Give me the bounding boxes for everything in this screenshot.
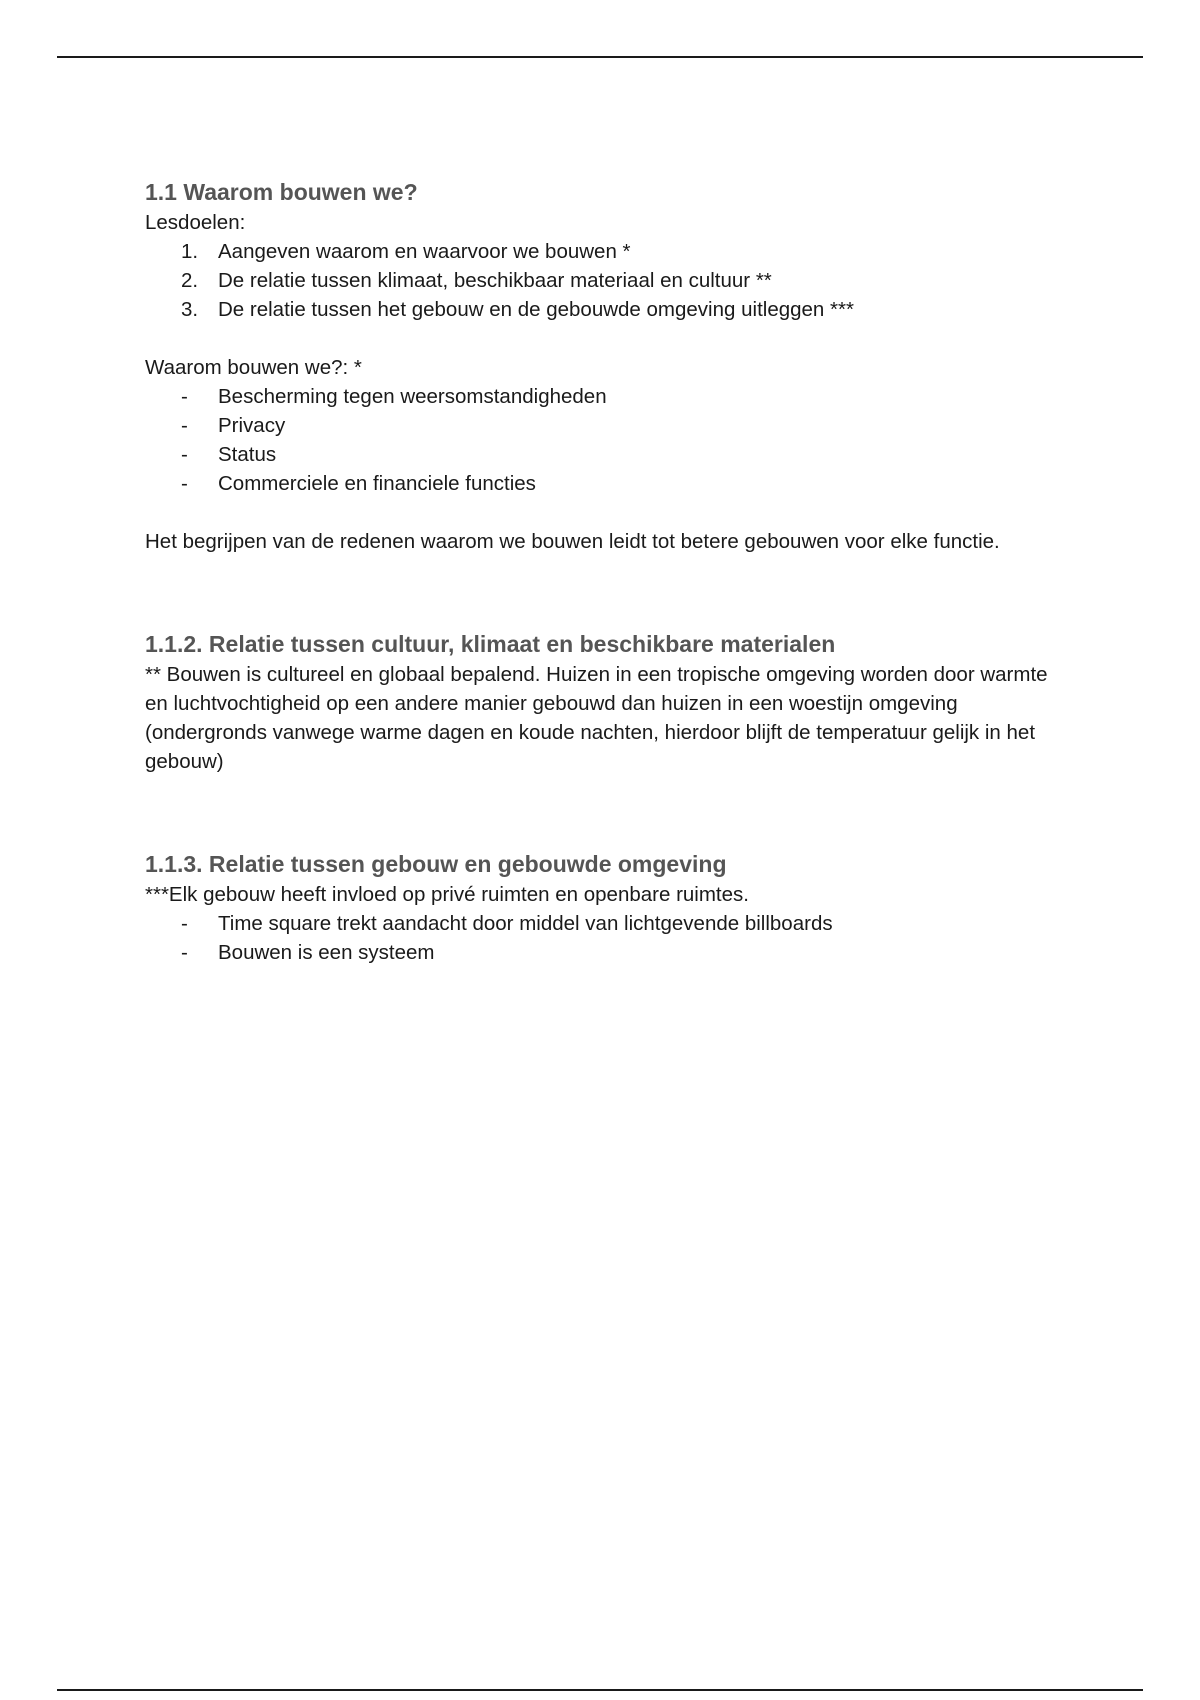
list-item-text: Privacy (218, 414, 286, 437)
list-item-text: Time square trekt aandacht door middel van lichtgevende billboards (218, 912, 833, 935)
top-rule (57, 56, 1143, 58)
list-number: 3. (181, 298, 199, 321)
section-paragraph: ** Bouwen is cultureel en globaal bepalend. Huizen in een tropische omgeving worden door warmte en luchtvochtigheid op een andere manier gebouwd dan huizen in een woestijn omgeving (ondergronds vanwege warme dagen en koude nachten, hierdoor blijft de temperatuur gelijk in het gebouw) (145, 663, 1048, 773)
list-item (145, 938, 1065, 967)
list-item-text: Status (218, 443, 277, 466)
list-item-text: Bescherming tegen weersomstandigheden (218, 385, 607, 408)
dash-bullet: - (181, 472, 188, 495)
reasons-list (145, 382, 1065, 498)
points-list (145, 909, 1065, 967)
list-item-text: De relatie tussen het gebouw en de gebouwde omgeving uitleggen *** (218, 298, 854, 321)
list-item (145, 411, 1065, 440)
list-item-text: Commerciele en financiele functies (218, 472, 536, 495)
list-item-text: Aangeven waarom en waarvoor we bouwen * (218, 240, 631, 263)
list-item (145, 382, 1065, 411)
document-body (145, 176, 1065, 967)
dash-bullet: - (181, 443, 188, 466)
dash-bullet: - (181, 414, 188, 437)
dash-bullet: - (181, 941, 188, 964)
list-number: 2. (181, 269, 199, 292)
bottom-rule (57, 1689, 1143, 1691)
list-item-text: Bouwen is een systeem (218, 941, 435, 964)
section-heading-relatie-cultuur: 1.1.2. Relatie tussen cultuur, klimaat en beschikbare materialen (145, 631, 836, 657)
dash-bullet: - (181, 912, 188, 935)
list-item (145, 909, 1065, 938)
list-item-text: De relatie tussen klimaat, beschikbaar materiaal en cultuur ** (218, 269, 772, 292)
list-item (145, 295, 1065, 324)
dash-bullet: - (181, 385, 188, 408)
section-heading-waarom: 1.1 Waarom bouwen we? (145, 179, 418, 205)
goals-label: Lesdoelen: (145, 211, 246, 234)
section-intro: ***Elk gebouw heeft invloed op privé ruimten en openbare ruimtes. (145, 883, 749, 906)
list-item (145, 237, 1065, 266)
conclusion-paragraph: Het begrijpen van de redenen waarom we bouwen leidt tot betere gebouwen voor elke functie. (145, 530, 1000, 553)
section-heading-relatie-gebouw: 1.1.3. Relatie tussen gebouw en gebouwde omgeving (145, 851, 727, 877)
why-label: Waarom bouwen we?: * (145, 356, 362, 379)
learning-goals-list (145, 237, 1065, 324)
list-item (145, 440, 1065, 469)
list-item (145, 266, 1065, 295)
list-item (145, 469, 1065, 498)
list-number: 1. (181, 240, 199, 263)
